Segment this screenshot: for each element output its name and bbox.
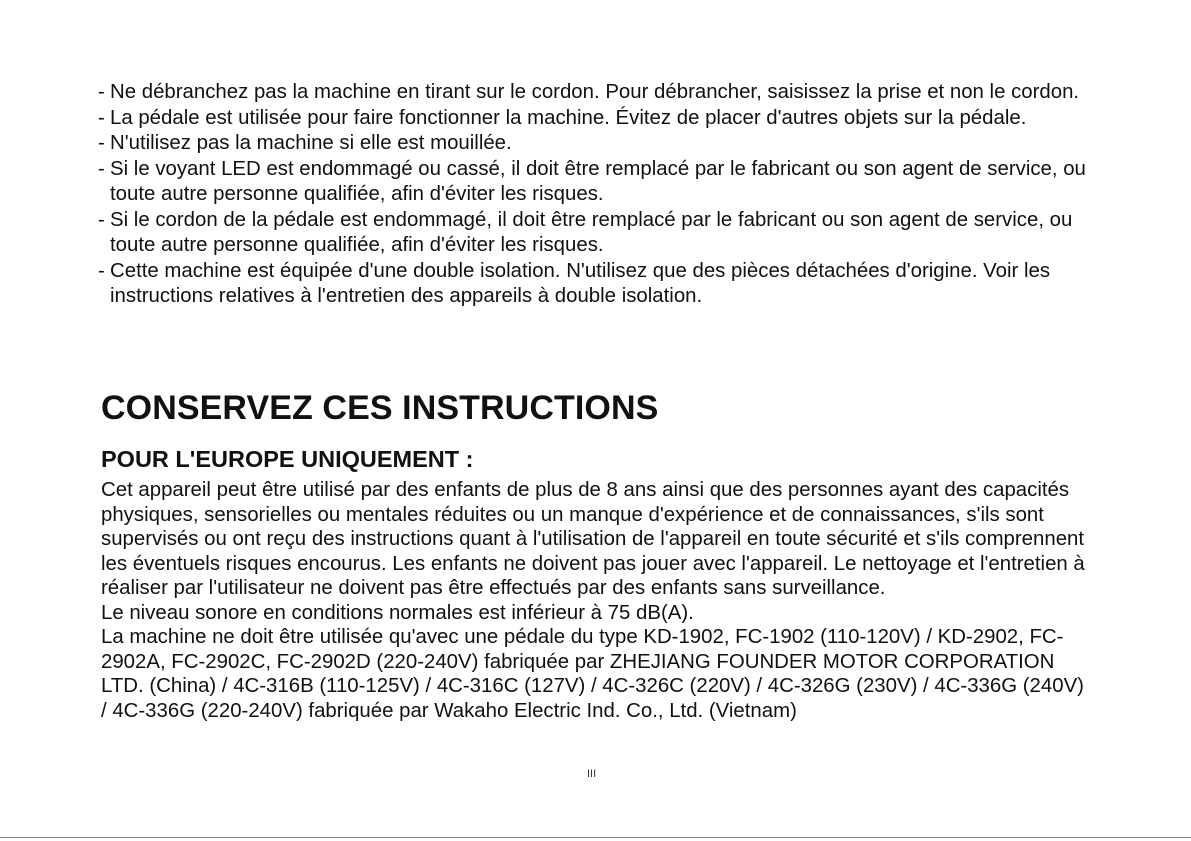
bullet-dash: -	[98, 259, 105, 282]
bullet-item	[98, 80, 1098, 106]
europe-notice	[101, 478, 1091, 723]
bullet-dash: -	[98, 132, 105, 154]
bullet-item	[98, 106, 1098, 132]
notice-paragraph: Cet appareil peut être utilisé par des enfants de plus de 8 ans ainsi que des personnes ayant des capacités physiques, sensorielles ou mentales réduites ou un manque d'expérience et de connaissances, s'ils sont supervisés ou ont reçu des instructions quant à l'utilisation de l'appareil en toute sécurité et s'ils comprennent les éventuels risques encourus. Les enfants ne doivent pas jouer avec l'appareil. Le nettoyage et l'entretien à réaliser par l'utilisateur ne doivent pas être effectués par des enfants sans surveillance.	[101, 479, 1085, 599]
bullet-dash: -	[98, 106, 105, 129]
section-heading: POUR L'EUROPE UNIQUEMENT :	[101, 446, 474, 472]
bullet-text: N'utilisez pas la machine si elle est mouillée.	[110, 132, 512, 154]
bullet-item	[98, 157, 1098, 208]
bullet-text: Si le voyant LED est endommagé ou cassé, il doit être remplacé par le fabricant ou son agent de service, ou toute autre personne qualifiée, afin d'éviter les risques.	[110, 157, 1086, 205]
bullet-dash: -	[98, 157, 105, 180]
page-number: III	[587, 768, 597, 780]
bullet-item	[98, 208, 1098, 259]
safety-bullet-list	[98, 80, 1098, 310]
main-heading: CONSERVEZ CES INSTRUCTIONS	[101, 389, 659, 427]
bullet-text: La pédale est utilisée pour faire fonctionner la machine. Évitez de placer d'autres objets sur la pédale.	[110, 106, 1027, 129]
bullet-item	[98, 131, 1098, 157]
bullet-text: Ne débranchez pas la machine en tirant sur le cordon. Pour débrancher, saisissez la prise et non le cordon.	[110, 81, 1080, 103]
bullet-item	[98, 259, 1098, 310]
bullet-text: Si le cordon de la pédale est endommagé, il doit être remplacé par le fabricant ou son agent de service, ou toute autre personne qualifiée, afin d'éviter les risques.	[110, 208, 1073, 256]
notice-paragraph: La machine ne doit être utilisée qu'avec une pédale du type KD-1902, FC-1902 (110-120V) / KD-2902, FC-2902A, FC-2902C, FC-2902D (220-240V) fabriquée par ZHEJIANG FOUNDER MOTOR CORPORATION LTD. (China) / 4C-316B (110-125V) / 4C-316C (127V) / 4C-326C (220V) / 4C-326G (230V) / 4C-336G (240V) / 4C-336G (220-240V) fabriquée par Wakaho Electric Ind. Co., Ltd. (Vietnam)	[101, 626, 1084, 722]
bullet-text: Cette machine est équipée d'une double isolation. N'utilisez que des pièces détachées d'origine. Voir les instructions relatives à l'entretien des appareils à double isolation.	[110, 259, 1051, 307]
bullet-dash: -	[98, 208, 105, 231]
notice-paragraph: Le niveau sonore en conditions normales est inférieur à 75 dB(A).	[101, 601, 694, 624]
bullet-dash: -	[98, 81, 105, 103]
bottom-divider	[0, 837, 1191, 838]
